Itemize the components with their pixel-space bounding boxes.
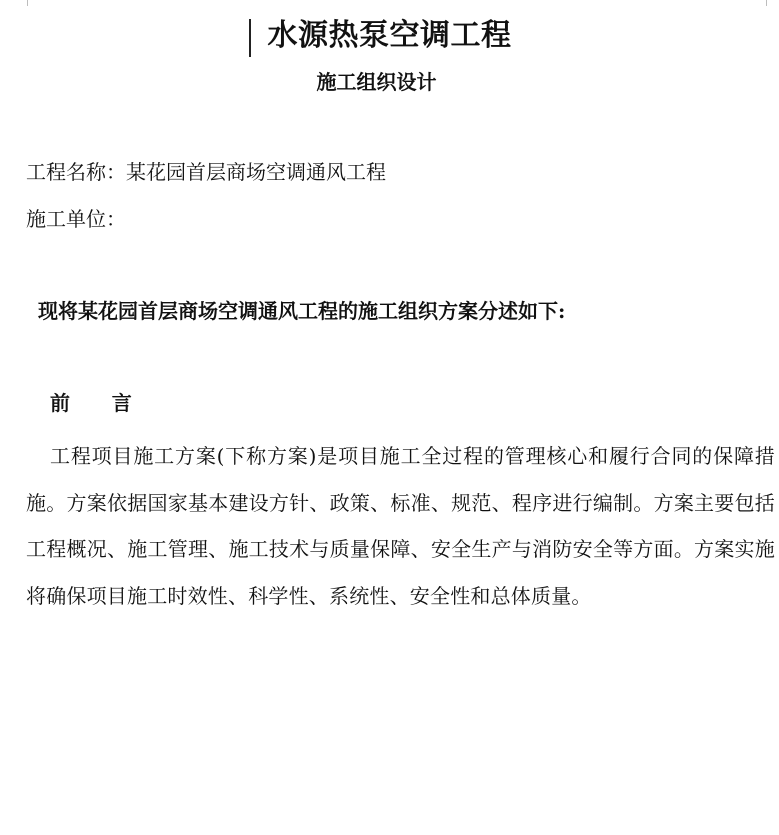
construction-unit-line: [26, 205, 126, 233]
construction-unit-label: 施工单位：: [26, 207, 126, 231]
preface-heading: 前 言: [50, 391, 132, 415]
preface-paragraph: 工程项目施工方案(下称方案)是项目施工全过程的管理核心和履行合同的保障措施。方案依据国家基本建设方针、政策、标准、规范、程序进行编制。方案主要包括工程概况、施工管理、施工技术与质量保障、安全生产与消防安全等方面。方案实施将确保项目施工时效性、科学性、系统性、安全性和总体质量。: [26, 444, 775, 608]
lead-statement: 现将某花园首层商场空调通风工程的施工组织方案分述如下:: [38, 299, 566, 323]
document-subtitle: 施工组织设计: [316, 70, 437, 94]
project-name-line: [26, 158, 386, 186]
page-corner-mark-top-left: [19, 0, 28, 6]
project-name-value: 某花园首层商场空调通风工程: [126, 160, 386, 184]
project-name-label: 工程名称：: [26, 160, 126, 184]
page-corner-mark-top-right: [766, 0, 779, 6]
document-title: 水源热泵空调工程: [267, 18, 512, 53]
